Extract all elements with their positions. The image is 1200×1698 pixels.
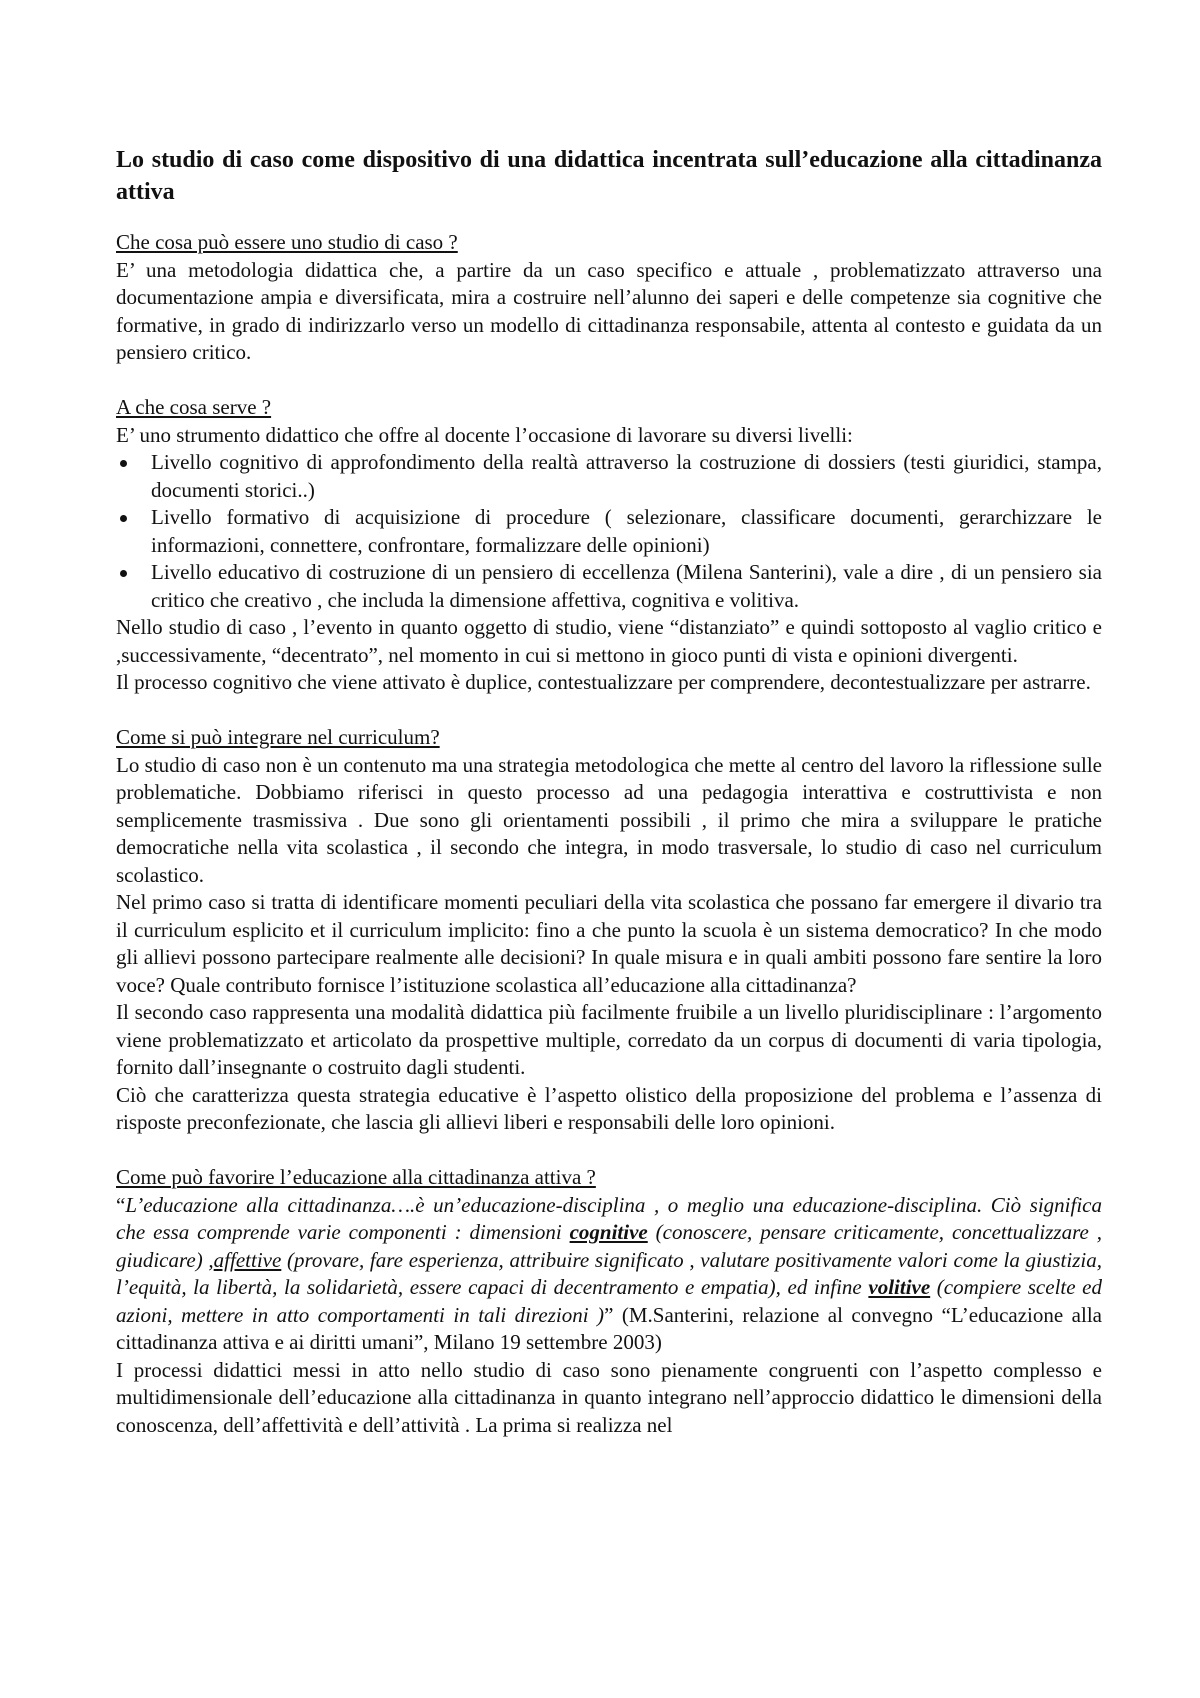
spacer xyxy=(116,367,1102,395)
list-item-cognitive-level: Livello cognitivo di approfondimento della realtà attraverso la costruzione di dossiers (testi giuridici, stampa, documenti storici..) xyxy=(116,449,1102,504)
list-item-educative-level: Livello educativo di costruzione di un pensiero di eccellenza (Milena Santerini), vale a dire , di un pensiero sia critico che creativo , che includa la dimensione affettiva, cognitiva e volitiva. xyxy=(116,559,1102,614)
quote-text-part2: (conoscere, pensare criticamente, concettualizzare , giudicare) , xyxy=(116,1220,1102,1272)
spacer xyxy=(116,697,1102,725)
paragraph-case-study-event: Nello studio di caso , l’evento in quanto oggetto di studio, viene “distanziato” e quindi sottoposto al vaglio critico e ,successivamente, “decentrato”, nel momento in cui si mettono in gioco punti di vista e opinioni divergenti. xyxy=(116,615,1102,667)
spacer xyxy=(116,1137,1102,1165)
section-heading-active-citizenship: Come può favorire l’educazione alla cittadinanza attiva ? xyxy=(116,1165,596,1189)
section-heading-curriculum: Come si può integrare nel curriculum? xyxy=(116,725,440,749)
section-active-citizenship xyxy=(116,1164,1102,1439)
list-item-formative-level: Livello formativo di acquisizione di procedure ( selezionare, classificare documenti, gerarchizzare le informazioni, connettere, confrontare, formalizzare delle opinioni) xyxy=(116,504,1102,559)
quote-text-part4: (compiere scelte ed azioni, mettere in atto comportamenti in tali direzioni ) xyxy=(116,1275,1102,1327)
term-volitive: volitive xyxy=(868,1275,931,1299)
term-cognitive: cognitive xyxy=(569,1220,648,1244)
section-curriculum xyxy=(116,724,1102,1137)
quote-text-part1: L’educazione alla cittadinanza….è un’educazione-disciplina , o meglio una educazione-disciplina. Ciò significa che essa comprende varie componenti : dimensioni xyxy=(116,1192,1102,1244)
paragraph-holistic: Ciò che caratterizza questa strategia educative è l’aspetto olistico della proposizione del problema e l’assenza di risposte preconfezionate, che lascia gli allievi liberi e responsabili delle loro opinioni. xyxy=(116,1082,1102,1134)
section-heading-purpose: A che cosa serve ? xyxy=(116,395,272,419)
levels-list xyxy=(116,449,1102,614)
document-title: Lo studio di caso come dispositivo di una didattica incentrata sull’educazione alla cittadinanza attiva xyxy=(116,147,1102,205)
paragraph-cognitive-process: Il processo cognitivo che viene attivato è duplice, contestualizzare per comprendere, decontestualizzare per astrarre. xyxy=(116,670,1091,694)
paragraph-santerini-quote xyxy=(116,1192,1102,1357)
term-affettive: affettive xyxy=(213,1247,282,1272)
paragraph-didactic-processes: I processi didattici messi in atto nello studio di caso sono pienamente congruenti con l’aspetto complesso e multidimensionale dell’educazione alla cittadinanza in quanto integrano nell’approccio didattico le dimensioni della conoscenza, dell’affettività e dell’attività . La prima si realizza nel xyxy=(116,1357,1102,1437)
section-purpose xyxy=(116,394,1102,697)
quote-text-part3: (provare, fare esperienza, attribuire significato , valutare positivamente valori come la giustizia, l’equità, la libertà, la solidarietà, essere capaci di decentramento e empatia), ed infine xyxy=(116,1247,1102,1299)
quote-citation: ” (M.Santerini, relazione al convegno “L’educazione alla cittadinanza attiva e ai diritti umani”, Milano 19 settembre 2003) xyxy=(116,1302,1102,1354)
paragraph-second-case: Il secondo caso rappresenta una modalità didattica più facilmente fruibile a un livello pluridisciplinare : l’argomento viene problematizzato et articolato da prospettive multiple, corredato da un corpus di documenti di varia tipologia, fornito dall’insegnante o costruito dagli studenti. xyxy=(116,1000,1102,1079)
paragraph-first-case: Nel primo caso si tratta di identificare momenti peculiari della vita scolastica che possano far emergere il divario tra il curriculum esplicito et il curriculum implicito: fino a che punto la scuola è un sistema democratico? In che modo gli allievi possono partecipare realmente alle decisioni? In quale misura e in quali ambiti possono fare sentire la loro voce? Quale contributo fornisce l’istituzione scolastica all’educazione alla cittadinanza? xyxy=(116,890,1102,997)
paragraph-strategy: Lo studio di caso non è un contenuto ma una strategia metodologica che mette al centro del lavoro la riflessione sulle problematiche. Dobbiamo riferisci in questo processo ad una pedagogia interattiva e costruttivista e non semplicemente trasmissiva . Due sono gli orientamenti possibili , il primo che mira a sviluppare le pratiche democratiche nella vita scolastica , il secondo che integra, in modo trasversale, lo studio di caso nel curriculum scolastico. xyxy=(116,752,1102,887)
quote-open-mark: “ xyxy=(116,1192,126,1217)
section-heading-what-is: Che cosa può essere uno studio di caso ? xyxy=(116,230,458,254)
paragraph-definition: E’ una metodologia didattica che, a partire da un caso specifico e attuale , problematizzato attraverso una documentazione ampia e diversificata, mira a costruire nell’alunno dei saperi e delle competenze sia cognitive che formative, in grado di indirizzarlo verso un modello di cittadinanza responsabile, attenta al contesto e guidata da un pensiero critico. xyxy=(116,257,1102,364)
section-what-is xyxy=(116,229,1102,367)
paragraph-purpose-intro: E’ uno strumento didattico che offre al docente l’occasione di lavorare su diversi livelli: xyxy=(116,422,853,447)
